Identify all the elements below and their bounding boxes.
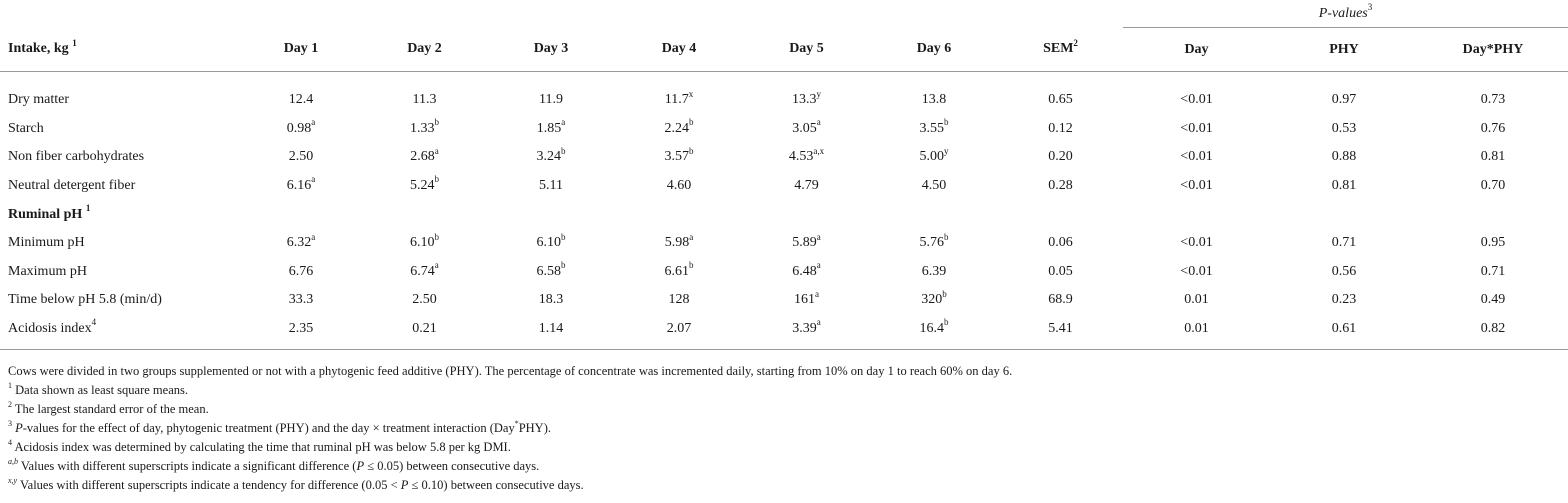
table-cell: 0.65	[1048, 92, 1073, 108]
day3-header: Day 3	[487, 28, 615, 72]
superscript-mark: a	[816, 117, 821, 128]
sem-header: SEM$^2$	[998, 28, 1123, 72]
table-row	[0, 115, 1568, 144]
table-row	[0, 172, 1568, 201]
superscript-mark: x	[688, 88, 694, 99]
table-cell: 3.55$^b$	[919, 117, 949, 136]
superscript-mark: b	[944, 231, 949, 242]
table-cell: 1.14	[487, 315, 615, 350]
superscript-mark: a	[816, 231, 821, 242]
section-label: Ruminal pH $^1$	[8, 203, 91, 222]
table-row	[0, 286, 1568, 315]
table-cell: 4.79	[794, 178, 819, 194]
p-day-header: Day	[1123, 28, 1270, 72]
table-cell: 5.11	[539, 178, 563, 194]
table-cell: 6.74$^a$	[410, 260, 439, 279]
table-cell: 6.61$^b$	[664, 260, 694, 279]
row-label: Acidosis index$^4$	[0, 315, 240, 350]
footnote-3: $^3$ P-values for the effect of day, phytogenic treatment (PHY) and the day × treatment interaction (Day*PHY).	[8, 418, 551, 435]
table-cell: 0.76	[1480, 120, 1506, 136]
superscript-mark: b	[689, 145, 694, 156]
table-cell: 16.4$^b$	[870, 315, 998, 350]
table-cell: 13.3$^y$	[792, 88, 821, 108]
table-cell: 2.68$^a$	[410, 145, 439, 165]
table-cell: 11.3	[412, 92, 437, 108]
table-cell: 4.60	[666, 178, 692, 194]
table-cell: 5.41	[998, 315, 1123, 350]
row-label: Non fiber carbohydrates	[8, 149, 145, 165]
table-cell: 1.85$^a$	[536, 117, 566, 136]
column-header-row	[0, 28, 1568, 72]
superscript-mark: b	[944, 317, 949, 328]
table-cell: 0.01	[1123, 315, 1270, 350]
superscript-mark: b	[942, 288, 947, 299]
ruminal-ph-rows	[0, 229, 1568, 350]
superscript-mark: a	[434, 145, 439, 156]
table-cell: 0.95	[1480, 235, 1506, 251]
superscript-mark: b	[561, 260, 566, 271]
superscript-mark: a	[815, 288, 819, 299]
table-cell: 0.23	[1331, 292, 1357, 308]
table-cell: 68.9	[1048, 292, 1073, 308]
table-cell: <0.01	[1180, 235, 1213, 251]
table-cell: 11.7$^x$	[664, 88, 694, 108]
table-cell: 12.4	[288, 92, 314, 108]
superscript-mark: a	[434, 260, 439, 271]
day6-header: Day 6	[870, 28, 998, 72]
superscript-mark: b	[434, 174, 439, 185]
row-label: Time below pH 5.8 (min/d)	[8, 292, 162, 308]
row-label-header: Intake, kg $^1$	[0, 28, 240, 72]
table-cell: 0.71	[1331, 235, 1357, 251]
p-values-group-header: P-values$^3$	[1123, 0, 1568, 28]
table-cell: 161$^a$	[794, 288, 819, 308]
footnote-4: $^4$ Acidosis index was determined by calculating the time that ruminal pH was below 5.8 per kg DMI.	[8, 437, 511, 454]
table-cell: 2.50	[288, 149, 314, 165]
table-cell: 0.05	[1048, 263, 1073, 279]
superscript-mark: b	[561, 231, 566, 242]
superscript-mark: b	[944, 117, 949, 128]
table-cell: 3.39$^a$	[743, 315, 870, 350]
table-cell: 2.07	[615, 315, 743, 350]
table-row	[0, 229, 1568, 258]
table-cell: 13.8	[921, 92, 947, 108]
superscript-mark: a	[816, 317, 821, 328]
row-label: Starch	[8, 120, 44, 136]
table-cell: 6.48$^a$	[792, 260, 821, 279]
day4-header: Day 4	[615, 28, 743, 72]
table-cell: 0.71	[1480, 263, 1506, 279]
table-cell: <0.01	[1180, 149, 1213, 165]
table-cell: 0.61	[1270, 315, 1418, 350]
superscript-mark: b	[561, 145, 566, 156]
table-cell: 1.33$^b$	[410, 117, 439, 136]
superscript-mark: a	[816, 260, 821, 271]
table-cell: 6.58$^b$	[536, 260, 566, 279]
table-cell: 5.89$^a$	[792, 231, 821, 251]
superscript-mark: b	[689, 260, 694, 271]
table-cell: 0.06	[1048, 235, 1073, 251]
table-cell: 0.56	[1331, 263, 1357, 279]
table-row	[0, 72, 1568, 115]
table-cell: 3.24$^b$	[536, 145, 566, 165]
superscript-mark: a	[311, 174, 316, 185]
table-cell: 0.20	[1048, 149, 1073, 165]
table-cell: 0.53	[1331, 120, 1357, 136]
table-cell: 320$^b$	[921, 288, 947, 308]
table-cell: <0.01	[1180, 120, 1213, 136]
table-cell: 0.21	[362, 315, 487, 350]
table-cell: 2.35	[240, 315, 362, 350]
superscript-mark: b	[434, 231, 439, 242]
superscript-mark: y	[816, 88, 821, 99]
superscript-mark: b	[434, 117, 439, 128]
superscript-mark: a,x	[813, 145, 825, 156]
table-cell: 6.32$^a$	[286, 231, 316, 251]
table-cell: 5.24$^b$	[410, 174, 439, 194]
table-cell: 0.28	[1048, 178, 1073, 194]
intake-rows	[0, 72, 1568, 201]
table-cell: 3.05$^a$	[792, 117, 821, 136]
row-label: Dry matter	[8, 92, 70, 108]
footnote-1: $^1$ Data shown as least square means.	[8, 380, 188, 397]
table-cell: 6.16$^a$	[286, 174, 316, 194]
table-cell: 0.81	[1480, 149, 1506, 165]
section-header-ruminal-ph	[0, 200, 1568, 229]
table-cell: 6.10$^b$	[536, 231, 566, 251]
footnote-general: Cows were divided in two groups supplemented or not with a phytogenic feed additive (PHY). The percentage of concentrate was incremented daily, starting from 10% on day 1 to reach 60% on day 6.	[8, 364, 1013, 378]
table-row	[0, 315, 1568, 350]
table-cell: 0.12	[1048, 120, 1073, 136]
table-cell: 0.73	[1480, 92, 1506, 108]
table-cell: 0.01	[1184, 292, 1209, 308]
footnote-xy: $^{x,y}$ Values with different superscripts indicate a tendency for difference (0.05 < P ≤ 0.10) between consecutive days.	[8, 475, 584, 492]
superscript-mark: a	[561, 117, 566, 128]
table-cell: 0.49	[1480, 292, 1506, 308]
table-cell: 2.24$^b$	[664, 117, 694, 136]
table-cell: 4.50	[921, 178, 947, 194]
superscript-mark: a	[311, 117, 316, 128]
footnote-2: $^2$ The largest standard error of the mean.	[8, 399, 209, 416]
table-cell: 2.50	[412, 292, 437, 308]
p-interaction-header: Day*PHY	[1418, 28, 1568, 72]
day1-header: Day 1	[240, 28, 362, 72]
table-cell: 18.3	[538, 292, 564, 308]
table-cell: 6.39	[921, 263, 947, 279]
table-cell: 4.53$^{a,x}$	[788, 145, 825, 165]
table-cell: 3.57$^b$	[664, 145, 694, 165]
table-cell: 33.3	[288, 292, 314, 308]
table-row	[0, 143, 1568, 172]
footnote-ab: $^{a,b}$ Values with different superscripts indicate a significant difference (P ≤ 0.05) between consecutive days.	[8, 456, 540, 473]
table-cell: <0.01	[1180, 263, 1213, 279]
table-cell: 128	[668, 292, 690, 308]
table-cell: 0.82	[1418, 315, 1568, 350]
table-cell: 5.00$^y$	[919, 145, 949, 165]
p-phy-header: PHY	[1270, 28, 1418, 72]
superscript-mark: y	[944, 145, 949, 156]
table-cell: 6.76	[288, 263, 314, 279]
row-label: Minimum pH	[8, 235, 85, 251]
table-cell: <0.01	[1180, 92, 1213, 108]
day2-header: Day 2	[362, 28, 487, 72]
group-header-row	[0, 0, 1568, 28]
row-label: Neutral detergent fiber	[8, 178, 136, 194]
row-label: Maximum pH	[8, 263, 87, 279]
day5-header: Day 5	[743, 28, 870, 72]
table-footnotes	[8, 362, 1458, 495]
table-cell: 0.98$^a$	[286, 117, 316, 136]
table-cell: 0.97	[1331, 92, 1357, 108]
table-cell: 0.81	[1331, 178, 1357, 194]
table-cell: 6.10$^b$	[410, 231, 439, 251]
table-cell: 0.88	[1331, 149, 1357, 165]
superscript-mark: a	[311, 231, 316, 242]
table-cell: 0.70	[1480, 178, 1506, 194]
superscript-mark: b	[689, 117, 694, 128]
table-row	[0, 258, 1568, 287]
table-cell: 5.98$^a$	[664, 231, 694, 251]
table-cell: 11.9	[539, 92, 563, 108]
table-cell: <0.01	[1180, 178, 1213, 194]
table-cell: 5.76$^b$	[919, 231, 949, 251]
superscript-mark: a	[689, 231, 694, 242]
